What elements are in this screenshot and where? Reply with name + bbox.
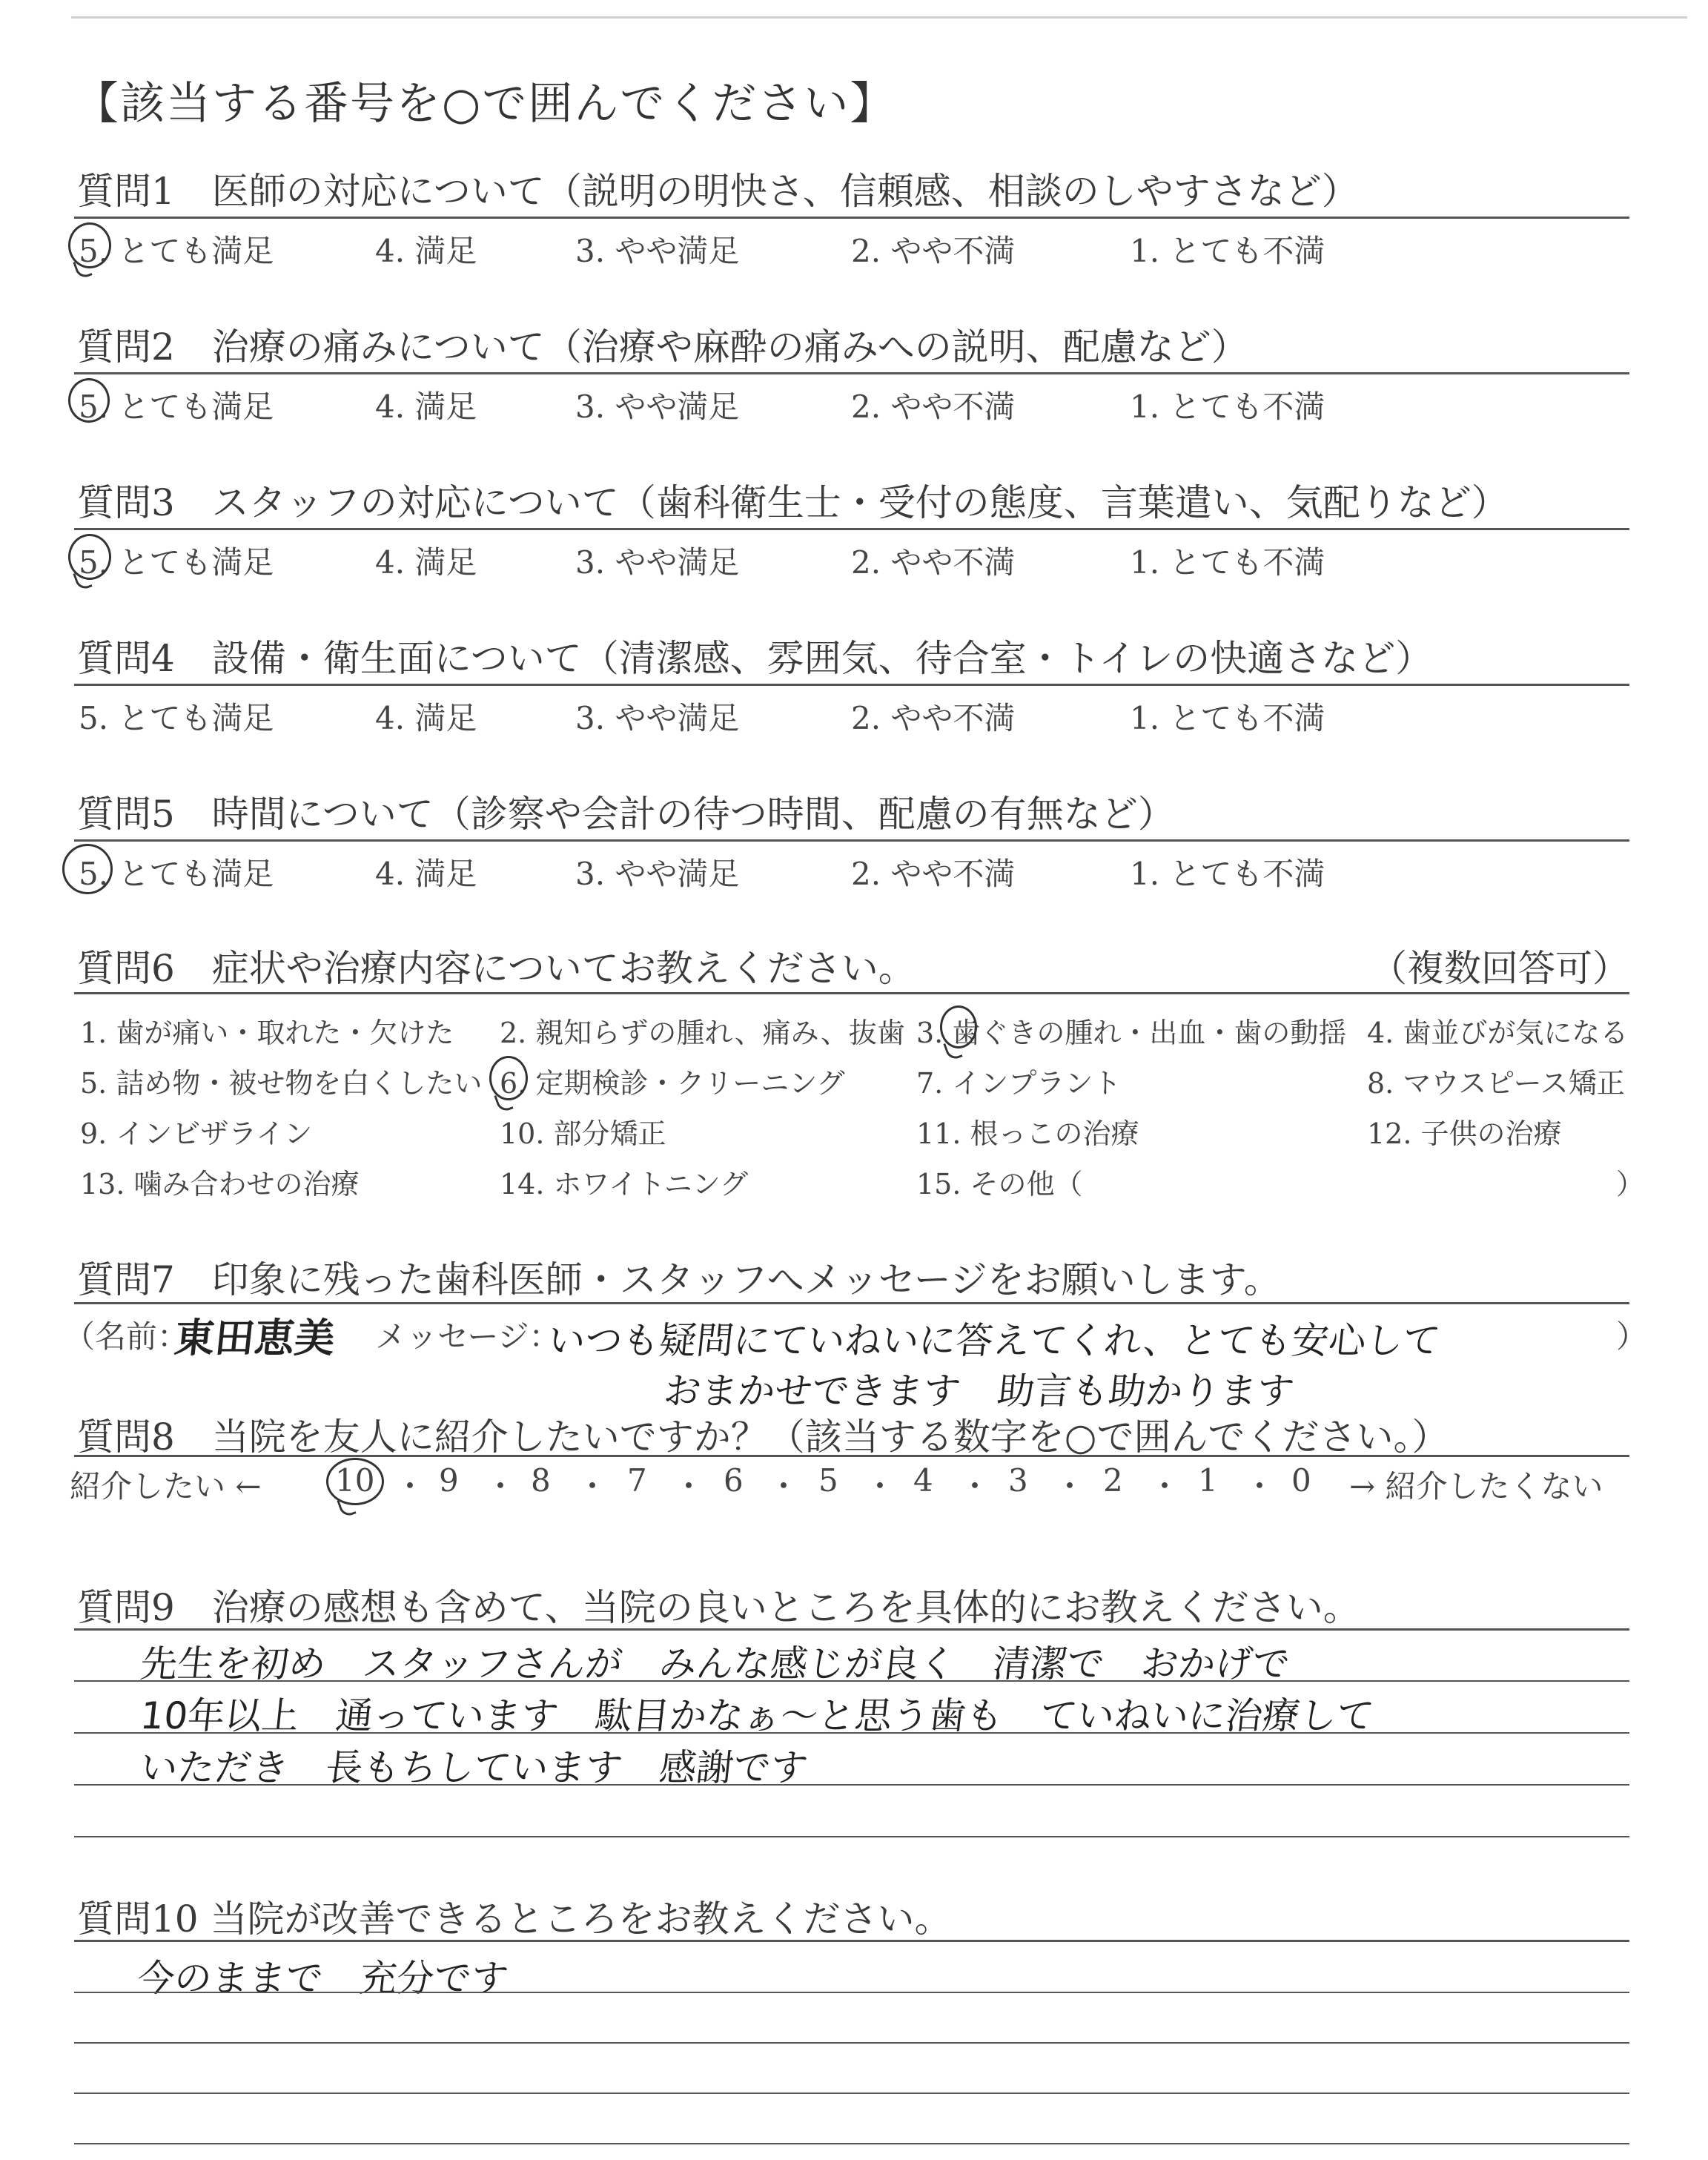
q3-option-5[interactable]: 5. とても満足 xyxy=(79,544,274,581)
q7-name-value[interactable]: 東田恵美 xyxy=(172,1315,337,1361)
q8-scale-dot-10: ・ xyxy=(1244,1468,1276,1505)
q8-selected-circle xyxy=(326,1458,384,1505)
q7-message-line-1[interactable]: いつも疑問にていねいに答えてくれ、とても安心して xyxy=(546,1319,1443,1362)
q8-scale-dot-8: ・ xyxy=(1054,1468,1086,1505)
q8-scale-dot-7: ・ xyxy=(959,1468,991,1505)
q8-scale-10[interactable]: 10 xyxy=(335,1462,375,1499)
q6-option-1[interactable]: 1. 歯が痛い・取れた・欠けた xyxy=(80,1017,454,1049)
q8-scale-dot-9: ・ xyxy=(1149,1468,1181,1505)
question-8-rule xyxy=(74,1455,1629,1457)
q1-option-4[interactable]: 4. 満足 xyxy=(375,233,477,269)
question-3-title: 質問3 スタッフの対応について（歯科衛生士・受付の態度、言葉遣い、気配りなど） xyxy=(77,481,1509,524)
q10-writing-line-1 xyxy=(74,1992,1629,1993)
q8-scale-dot-1: ・ xyxy=(394,1468,426,1505)
q9-writing-line-2 xyxy=(74,1732,1629,1734)
q6-option-14[interactable]: 14. ホワイトニング xyxy=(500,1168,749,1200)
q6-option-9[interactable]: 9. インビザライン xyxy=(80,1117,313,1150)
question-2-title: 質問2 治療の痛みについて（治療や麻酔の痛みへの説明、配慮など） xyxy=(77,326,1248,369)
q5-option-1[interactable]: 1. とても不満 xyxy=(1130,856,1325,892)
q5-selected-circle xyxy=(62,844,113,894)
q9-answer-line-1[interactable]: 先生を初め スタッフさんが みんな感じが良く 清潔で おかげで xyxy=(138,1642,1292,1685)
q10-writing-line-2 xyxy=(74,2042,1629,2044)
q8-scale-6[interactable]: 6 xyxy=(724,1462,744,1499)
q2-option-2[interactable]: 2. やや不満 xyxy=(851,389,1016,425)
q8-scale-8[interactable]: 8 xyxy=(531,1462,551,1499)
question-6-note: （複数回答可） xyxy=(1370,947,1629,990)
q4-option-1[interactable]: 1. とても不満 xyxy=(1130,700,1325,736)
q7-message-label: メッセージ： xyxy=(375,1318,560,1355)
q9-answer-line-3[interactable]: いただき 長もちしています 感謝です xyxy=(138,1746,810,1789)
q8-scale-dot-5: ・ xyxy=(768,1468,800,1505)
q6-option-7[interactable]: 7. インプラント xyxy=(916,1067,1122,1100)
q3-option-4[interactable]: 4. 満足 xyxy=(375,544,477,581)
q3-option-1[interactable]: 1. とても不満 xyxy=(1130,544,1325,581)
question-4-rule xyxy=(74,684,1629,686)
q7-message-line-2[interactable]: おまかせできます 助言も助かります xyxy=(661,1370,1297,1413)
question-2-rule xyxy=(74,372,1629,374)
q7-close-paren: ） xyxy=(1616,1318,1648,1355)
q6-option-11[interactable]: 11. 根っこの治療 xyxy=(916,1117,1139,1150)
q5-option-4[interactable]: 4. 満足 xyxy=(375,856,477,892)
q8-scale-dot-4: ・ xyxy=(673,1468,705,1505)
q4-option-5[interactable]: 5. とても満足 xyxy=(79,700,274,736)
question-8-title: 質問8 当院を友人に紹介したいですか？（該当する数字を○で囲んでください。） xyxy=(77,1416,1449,1459)
q2-option-4[interactable]: 4. 満足 xyxy=(375,389,477,425)
q6-option-3[interactable]: 3. 歯ぐきの腫れ・出血・歯の動揺 xyxy=(916,1017,1347,1049)
q8-scale-dot-2: ・ xyxy=(485,1468,517,1505)
q1-option-2[interactable]: 2. やや不満 xyxy=(851,233,1016,269)
q1-option-1[interactable]: 1. とても不満 xyxy=(1130,233,1325,269)
q9-writing-line-4 xyxy=(74,1836,1629,1837)
q8-scale-2[interactable]: 2 xyxy=(1103,1462,1123,1499)
q8-scale-dot-6: ・ xyxy=(864,1468,896,1505)
q9-writing-line-1 xyxy=(74,1680,1629,1682)
q8-scale-5[interactable]: 5 xyxy=(818,1462,838,1499)
q8-left-label: 紹介したい ← xyxy=(70,1468,262,1505)
q5-option-3[interactable]: 3. やや満足 xyxy=(575,856,740,892)
q5-option-2[interactable]: 2. やや不満 xyxy=(851,856,1016,892)
q9-rule xyxy=(74,1628,1629,1631)
q2-option-1[interactable]: 1. とても不満 xyxy=(1130,389,1325,425)
question-6-rule xyxy=(74,992,1629,994)
q6-selected-circle-6 xyxy=(489,1056,528,1100)
q3-option-3[interactable]: 3. やや満足 xyxy=(575,544,740,581)
q8-scale-4[interactable]: 4 xyxy=(913,1462,933,1499)
q1-option-5[interactable]: 5. とても満足 xyxy=(79,233,274,269)
q8-scale-7[interactable]: 7 xyxy=(627,1462,647,1499)
question-10-title: 質問10 当院が改善できるところをお教えください。 xyxy=(77,1898,952,1941)
q8-scale-1[interactable]: 1 xyxy=(1198,1462,1218,1499)
q6-option-10[interactable]: 10. 部分矯正 xyxy=(500,1117,666,1150)
question-3-rule xyxy=(74,528,1629,530)
q2-selected-circle xyxy=(68,378,110,423)
q8-scale-9[interactable]: 9 xyxy=(439,1462,459,1499)
q6-option-15[interactable]: 15. その他（ xyxy=(916,1168,1083,1200)
question-5-rule xyxy=(74,839,1629,842)
q6-option-12[interactable]: 12. 子供の治療 xyxy=(1367,1117,1562,1150)
q1-option-3[interactable]: 3. やや満足 xyxy=(575,233,740,269)
q3-option-2[interactable]: 2. やや不満 xyxy=(851,544,1016,581)
q10-answer-line-1[interactable]: 今のままで 充分です xyxy=(135,1957,511,2000)
q8-right-label: → 紹介したくない xyxy=(1349,1468,1603,1505)
q2-option-3[interactable]: 3. やや満足 xyxy=(575,389,740,425)
question-1-title: 質問1 医師の対応について（説明の明快さ、信頼感、相談のしやすさなど） xyxy=(77,170,1359,213)
question-1-rule xyxy=(74,217,1629,219)
question-7-title: 質問7 印象に残った歯科医師・スタッフへメッセージをお願いします。 xyxy=(77,1258,1281,1301)
q5-option-5[interactable]: 5. とても満足 xyxy=(79,856,274,892)
question-7-rule xyxy=(74,1302,1629,1304)
q6-option-6[interactable]: 6. 定期検診・クリーニング xyxy=(500,1067,845,1100)
q10-rule xyxy=(74,1940,1629,1942)
q6-option-15-close: ） xyxy=(1616,1168,1645,1200)
q6-option-13[interactable]: 13. 噛み合わせの治療 xyxy=(80,1168,360,1200)
q8-scale-dot-3: ・ xyxy=(577,1468,609,1505)
q4-option-4[interactable]: 4. 満足 xyxy=(375,700,477,736)
question-5-title: 質問5 時間について（診察や会計の待つ時間、配慮の有無など） xyxy=(77,793,1175,836)
q10-writing-line-3 xyxy=(74,2093,1629,2094)
top-border xyxy=(71,16,1687,19)
q2-option-5[interactable]: 5. とても満足 xyxy=(79,389,274,425)
q7-name-label: （名前： xyxy=(64,1318,189,1355)
question-9-title: 質問9 治療の感想も含めて、当院の良いところを具体的にお教えください。 xyxy=(77,1586,1360,1629)
question-4-title: 質問4 設備・衛生面について（清潔感、雰囲気、待合室・トイレの快適さなど） xyxy=(77,637,1433,680)
q6-option-8[interactable]: 8. マウスピース矯正 xyxy=(1367,1067,1625,1100)
q6-selected-circle-3 xyxy=(940,1005,977,1048)
q4-option-3[interactable]: 3. やや満足 xyxy=(575,700,740,736)
q8-scale-0[interactable]: 0 xyxy=(1291,1462,1311,1499)
question-6-title: 質問6 症状や治療内容についてお教えください。 xyxy=(77,947,916,990)
q9-writing-line-3 xyxy=(74,1784,1629,1786)
q8-scale-3[interactable]: 3 xyxy=(1008,1462,1028,1499)
q6-option-2[interactable]: 2. 親知らずの腫れ、痛み、抜歯 xyxy=(500,1017,905,1049)
q10-writing-line-4 xyxy=(74,2143,1629,2144)
q4-option-2[interactable]: 2. やや不満 xyxy=(851,700,1016,736)
q6-option-4[interactable]: 4. 歯並びが気になる xyxy=(1367,1017,1629,1049)
q9-answer-line-2[interactable]: 10年以上 通っています 駄目かなぁ〜と思う歯も ていねいに治療して xyxy=(138,1694,1377,1737)
form-title: 【該当する番号を○で囲んでください】 xyxy=(74,78,896,130)
q6-option-5[interactable]: 5. 詰め物・被せ物を白くしたい xyxy=(80,1067,483,1100)
